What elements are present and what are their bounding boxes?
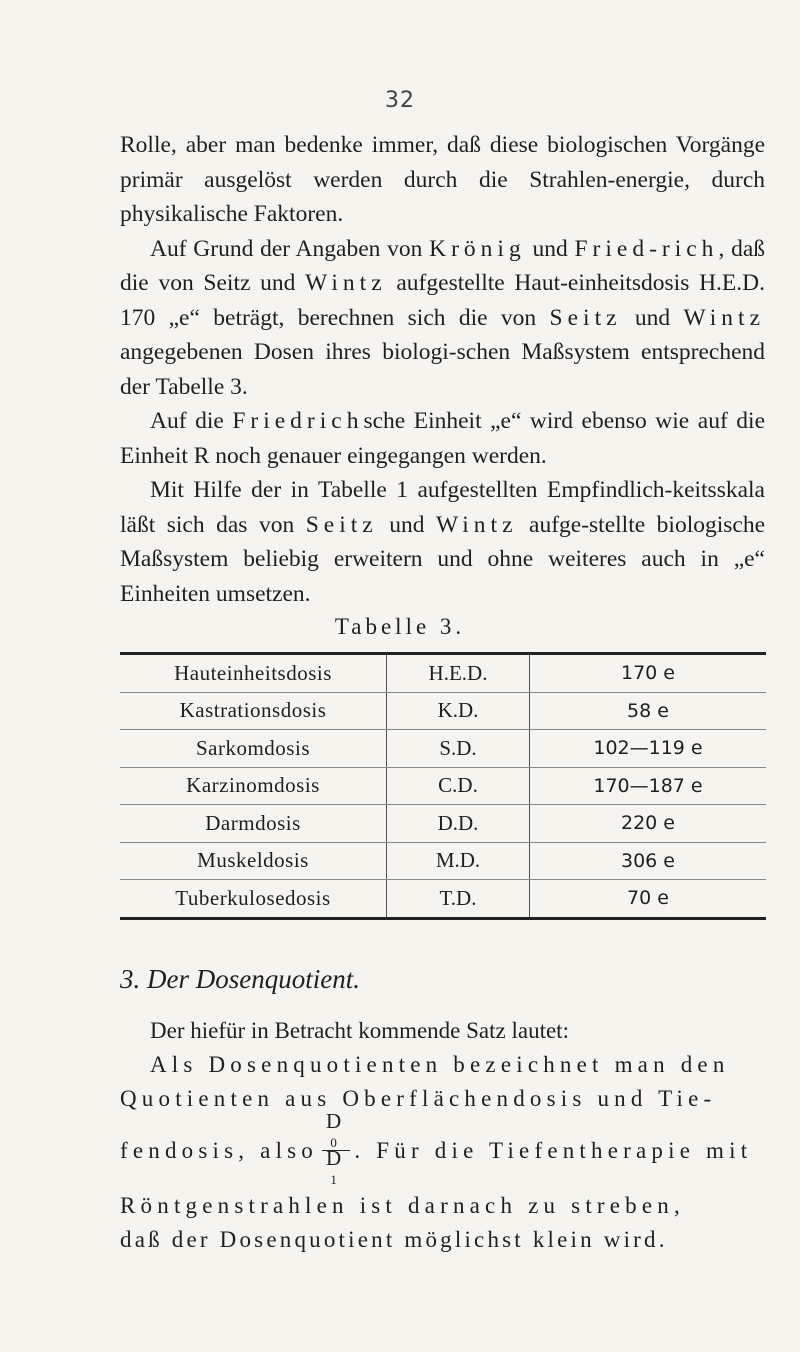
dose-table <box>120 652 766 920</box>
value-cell: 70 e <box>530 880 767 919</box>
text-run: , daß die von Seitz und <box>120 235 765 296</box>
text-run: Auf die <box>150 408 233 434</box>
paragraph-4 <box>120 473 765 611</box>
value-cell: 102—119 e <box>530 730 767 768</box>
definition-line-with-fraction <box>120 1109 768 1189</box>
table-row <box>120 805 766 843</box>
paragraph-3 <box>120 404 765 473</box>
text-run: Auf Grund der Angaben von <box>150 235 430 262</box>
dose-name-cell: Hauteinheitsdosis <box>120 654 387 693</box>
value-cell: 220 e <box>530 805 767 843</box>
abbreviation-cell: K.D. <box>387 692 530 730</box>
author-name: Wintz <box>436 511 518 538</box>
table-row <box>120 842 766 880</box>
author-name: Wintz <box>683 304 765 331</box>
text-run: aufge-stellte biologische Maßsystem beliebig erweitern und ohne weiteres auch in „e“ Einheiten umsetzen. <box>120 511 766 607</box>
definition-line: Röntgenstrahlen ist darnach zu streben, <box>120 1193 685 1219</box>
table-row <box>120 692 766 730</box>
body-text <box>120 128 765 611</box>
table-caption: Tabelle 3. <box>334 614 466 639</box>
section-body <box>120 1014 768 1257</box>
numerator-subscript: 0 <box>330 1135 343 1151</box>
dose-name-cell: Tuberkulosedosis <box>120 880 387 919</box>
definition-text: fendosis, also <box>120 1137 319 1163</box>
text-run: und <box>377 511 437 538</box>
value-cell: 170—187 e <box>530 767 767 805</box>
table-row <box>120 730 766 768</box>
dose-name-cell: Sarkomdosis <box>120 730 387 768</box>
text-run: und <box>621 304 684 331</box>
dose-quotient-fraction <box>322 1109 350 1188</box>
paragraph-2 <box>120 232 765 405</box>
section-intro: Der hiefür in Betracht kommende Satz lautet: <box>150 1018 569 1043</box>
fraction-denominator <box>322 1146 350 1188</box>
abbreviation-cell: T.D. <box>387 880 530 919</box>
text-run: angegebenen Dosen ihres biologi-schen Maßsystem entsprechend der Tabelle 3. <box>120 339 765 400</box>
author-name: Friedrich <box>232 408 364 434</box>
text-run: Mit Hilfe der in Tabelle 1 aufgestellten Empfindlich-keitsskala läßt sich das von <box>120 477 765 538</box>
denominator-symbol: D <box>326 1146 347 1171</box>
paragraph-1 <box>120 128 765 232</box>
abbreviation-cell: M.D. <box>387 842 530 880</box>
dose-name-cell: Karzinomdosis <box>120 767 387 805</box>
author-name: Krönig <box>429 235 526 262</box>
abbreviation-cell: H.E.D. <box>387 654 530 693</box>
text-run: Rolle, aber man bedenke immer, daß diese biologischen Vorgänge primär ausgelöst werden durch die Strahlen-energie, durch physikalische Faktoren. <box>120 132 765 227</box>
definition-line: Quotienten aus Oberflächendosis und Tie- <box>120 1086 717 1111</box>
author-name: Wintz <box>305 270 387 296</box>
dose-name-cell: Kastrationsdosis <box>120 692 387 730</box>
author-name: Seitz <box>305 511 378 538</box>
author-name: Fried-rich <box>574 235 719 262</box>
author-name: Seitz <box>549 304 622 331</box>
denominator-subscript: 1 <box>330 1172 343 1188</box>
dose-name-cell: Muskeldosis <box>120 842 387 880</box>
page-number: 32 <box>385 88 415 113</box>
numerator-symbol: D <box>326 1109 347 1133</box>
abbreviation-cell: D.D. <box>387 805 530 843</box>
definition-text: . Für die Tiefentherapie mit <box>354 1137 753 1163</box>
table-row <box>120 880 766 919</box>
text-run: sche Einheit „e“ wird ebenso wie auf die Einheit R noch genauer eingegangen werden. <box>120 408 765 469</box>
abbreviation-cell: S.D. <box>387 730 530 768</box>
table-row <box>120 767 766 805</box>
value-cell: 306 e <box>530 842 767 880</box>
section-heading: 3. Der Dosenquotient. <box>120 964 360 994</box>
table-row <box>120 654 766 693</box>
definition-line: daß der Dosenquotient möglichst klein wird. <box>120 1227 668 1253</box>
text-run: und <box>525 235 575 262</box>
text-run: aufgestellte Haut-einheitsdosis H.E.D. 170 „e“ beträgt, berechnen sich die von <box>120 270 765 331</box>
abbreviation-cell: C.D. <box>387 767 530 805</box>
definition-line: Als Dosenquotienten bezeichnet man den <box>150 1052 730 1077</box>
dose-name-cell: Darmdosis <box>120 805 387 843</box>
value-cell: 170 e <box>530 654 767 693</box>
value-cell: 58 e <box>530 692 767 730</box>
